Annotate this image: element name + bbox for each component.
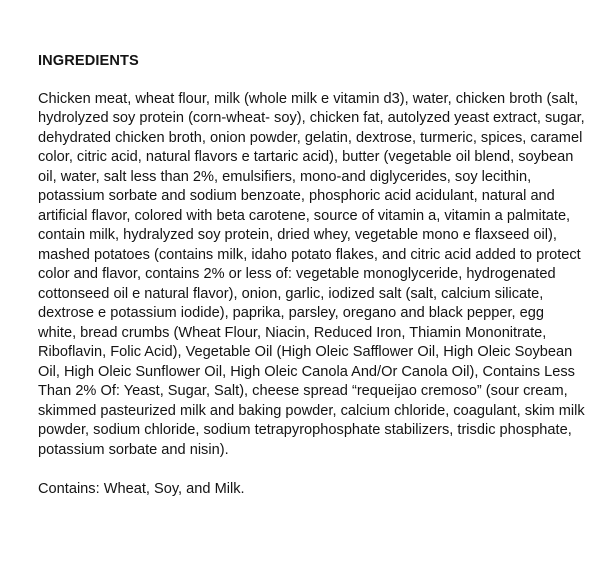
ingredients-list: Chicken meat, wheat flour, milk (whole milk e vitamin d3), water, chicken broth (salt, hydrolyzed soy protein (corn-wheat- soy), chicken fat, autolyzed yeast extract, sugar, dehydrated chicken broth, onion powder, gelatin, dextrose, turmeric, spices, caramel color, citric acid, natural flavors e tartaric acid), butter (vegetable oil blend, soybean oil, water, salt less than 2%, emulsifiers, mono-and diglycerides, soy lecithin, potassium sorbate and sodium benzoate, phosphoric acid acidulant, natural and artificial flavor, colored with beta carotene, source of vitamin a, vitamin a palmitate, contain milk, hydralyzed soy protein, dried whey, vegetable mono e flaxseed oil), mashed potatoes (contains milk, idaho potato flakes, and citric acid added to protect color and flavor, contains 2% or less of: vegetable monoglyceride, hydrogenated cottonseed oil e natural flavor), onion, garlic, iodized salt (salt, calcium silicate, dextrose e potassium iodide), paprika, parsley, oregano and black pepper, egg white, bread crumbs (Wheat Flour, Niacin, Reduced Iron, Thiamin Mononitrate, Riboflavin, Folic Acid), Vegetable Oil (High Oleic Safflower Oil, High Oleic Soybean Oil, High Oleic Sunflower Oil, High Oleic Canola And/Or Canola Oil), Contains Less Than 2% Of: Yeast, Sugar, Salt), cheese spread “requeijao cremoso” (sour cream, skimmed pasteurized milk and baking powder, calcium chloride, coagulant, skim milk powder, sodium chloride, sodium tetrapyrophosphate stabilizers, trisdic phosphate, potassium sorbate and nisin). <box>38 90 585 458</box>
ingredients-heading: INGREDIENTS <box>38 53 139 69</box>
ingredients-panel <box>38 52 586 500</box>
allergen-statement: Contains: Wheat, Soy, and Milk. <box>38 481 245 497</box>
